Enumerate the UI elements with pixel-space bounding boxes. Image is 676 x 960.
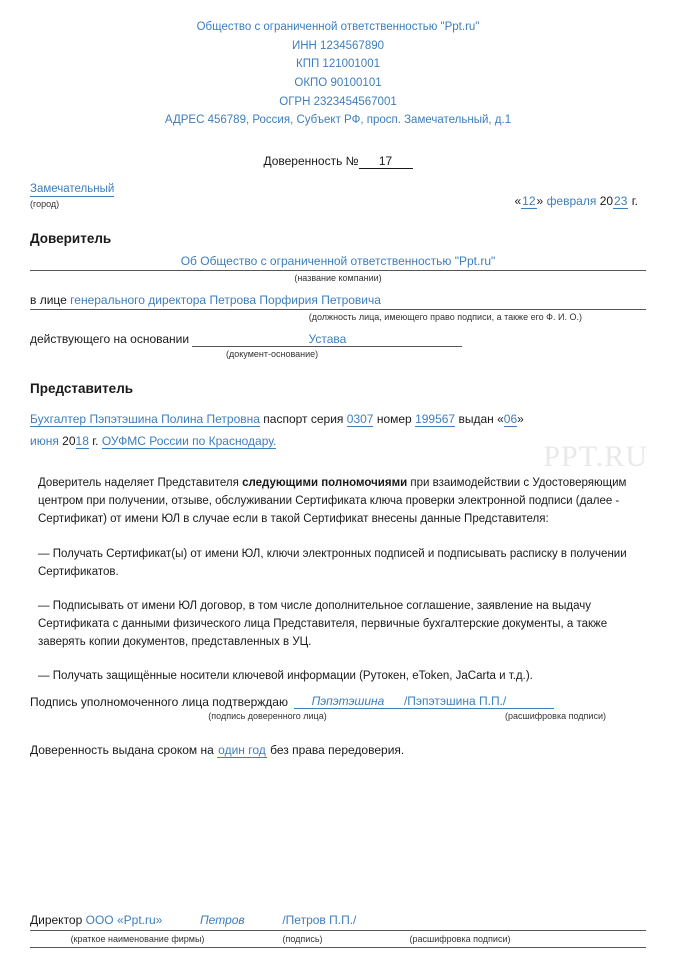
caption-transcript: (расшифровка подписи) (409, 934, 511, 944)
issued-quote-close: » (517, 411, 524, 426)
representative-heading: Представитель (30, 380, 134, 396)
director-company: ООО «Ppt.ru» (85, 913, 163, 927)
caption-company: (краткое наименование фирмы) (70, 934, 205, 944)
signature-confirm-row (30, 694, 646, 709)
principal-company-line: Об Общество с ограниченной ответственностью "Ppt.ru" (30, 254, 646, 271)
representative-block (30, 408, 646, 452)
director-label: Директор (30, 913, 83, 927)
issued-day: 06 (503, 411, 518, 426)
signature-confirm-transcript-text: Пэпэтэшина П.П./ (407, 693, 507, 708)
signature-confirm-signature: Пэпэтэшина (294, 694, 402, 709)
company-address: АДРЕС 456789, Россия, Субъект РФ, просп. Замечательный, д.1 (164, 114, 512, 127)
powers-p1-part2: при взаимодействии с Удостоверяющим центром при получении, отзыве, обслуживании Сертификата ключа проверки электронной подписи (далее - Сертификат) от имени ЮЛ в случае если в такой Сертификат внесены данные Представителя: (38, 477, 627, 526)
director-transcript: Петров П.П./ (285, 913, 357, 927)
document-title-label: Доверенность № (263, 153, 359, 168)
issued-quote-open: « (497, 411, 504, 426)
date-block (514, 194, 646, 209)
passport-series-value: 0307 (346, 411, 374, 426)
term-value: один год (218, 742, 266, 757)
company-name: Общество с ограниченной ответственностью "Ppt.ru" (196, 21, 480, 33)
signature-confirm-caption-left: (подпись доверенного лица) (208, 710, 327, 721)
principal-person-label: в лице (30, 292, 67, 307)
principal-person-value: генерального директора Петрова Порфирия Петровича (70, 292, 381, 307)
powers-p1-part1: Доверитель наделяет Представителя (38, 477, 243, 490)
powers-body (30, 474, 646, 685)
watermark: PPT.RU (543, 440, 648, 473)
date-quote-open: « (514, 193, 522, 208)
issued-year-suffix: г. (88, 433, 99, 448)
principal-basis-caption: (документ-основание) (226, 348, 319, 359)
city-value: Замечательный (30, 182, 115, 195)
powers-paragraph-3: — Подписывать от имени ЮЛ договор, в том числе дополнительное соглашение, заявление на выдачу Сертификата с данными физического лица Представителя, первичные бухгалтерские документы, а также заверять копии документов, представленных в УЦ. (38, 599, 608, 649)
signature-confirm-separator: / (403, 693, 408, 708)
principal-person-caption: (должность лица, имеющего право подписи, а также его Ф. И. О.) (308, 311, 582, 322)
company-inn: ИНН 1234567890 (291, 39, 385, 52)
document-number: 17 (359, 154, 413, 169)
powers-p1-bold: следующими полномочиями (242, 477, 408, 490)
issued-by: ОУФМС России по Краснодару. (101, 433, 277, 448)
signature-confirm-caption-right: (расшифровка подписи) (505, 710, 606, 721)
powers-paragraph-4: — Получать защищённые носители ключевой информации (Рутокен, eToken, JaCarta и т.д.). (38, 670, 533, 683)
principal-company-caption: (название компании) (294, 272, 382, 283)
document-title (30, 154, 646, 169)
principal-heading: Доверитель (30, 230, 112, 246)
date-month: февраля (546, 193, 597, 208)
passport-number-label: номер (376, 411, 412, 426)
principal-person-line (30, 293, 646, 310)
date-day: 12 (522, 193, 536, 208)
signature-confirm-label: Подпись уполномоченного лица подтверждаю (30, 694, 288, 709)
issued-month: июня (30, 433, 59, 448)
director-captions (30, 934, 646, 944)
powers-paragraph-2: — Получать Сертификат(ы) от имени ЮЛ, ключи электронных подписей и подписывать расписку в получении Сертификатов. (38, 547, 627, 578)
company-header (30, 18, 646, 130)
passport-number-value: 199567 (415, 411, 456, 426)
document-footer (30, 913, 646, 948)
passport-issued-label: выдан (458, 411, 494, 426)
principal-basis-value: Устава (192, 332, 462, 347)
director-line (30, 913, 646, 931)
city-date-row (30, 183, 646, 209)
company-okpo: ОКПО 90100101 (294, 76, 382, 89)
signature-confirm-captions (30, 711, 646, 721)
date-year: 23 (614, 193, 628, 208)
company-ogrn: ОГРН 2323454567001 (279, 95, 397, 108)
date-quote-close: » (536, 193, 544, 208)
director-separator: / (282, 913, 286, 927)
caption-signature: (подпись) (282, 934, 323, 944)
issued-year-prefix: 20 (62, 433, 76, 448)
city-block (30, 183, 230, 209)
term-suffix: без права передоверия. (266, 742, 405, 757)
principal-basis-row (30, 332, 646, 347)
director-signature: Петров (199, 913, 245, 927)
powers-paragraph-1 (38, 474, 646, 528)
term-prefix: Доверенность выдана сроком на (30, 742, 218, 757)
signature-confirm-transcript (402, 694, 554, 709)
term-row (30, 743, 646, 758)
city-caption: (город) (30, 198, 60, 209)
passport-series-label: паспорт серия (263, 411, 344, 426)
bottom-rule (30, 947, 646, 948)
date-year-suffix: г. (628, 193, 638, 208)
issued-year: 18 (75, 433, 89, 448)
date-year-prefix: 20 (599, 193, 614, 208)
company-kpp: КПП 121001001 (296, 58, 380, 71)
principal-basis-label: действующего на основании (30, 331, 190, 346)
representative-name: Бухгалтер Пэпэтэшина Полина Петровна (30, 411, 260, 426)
